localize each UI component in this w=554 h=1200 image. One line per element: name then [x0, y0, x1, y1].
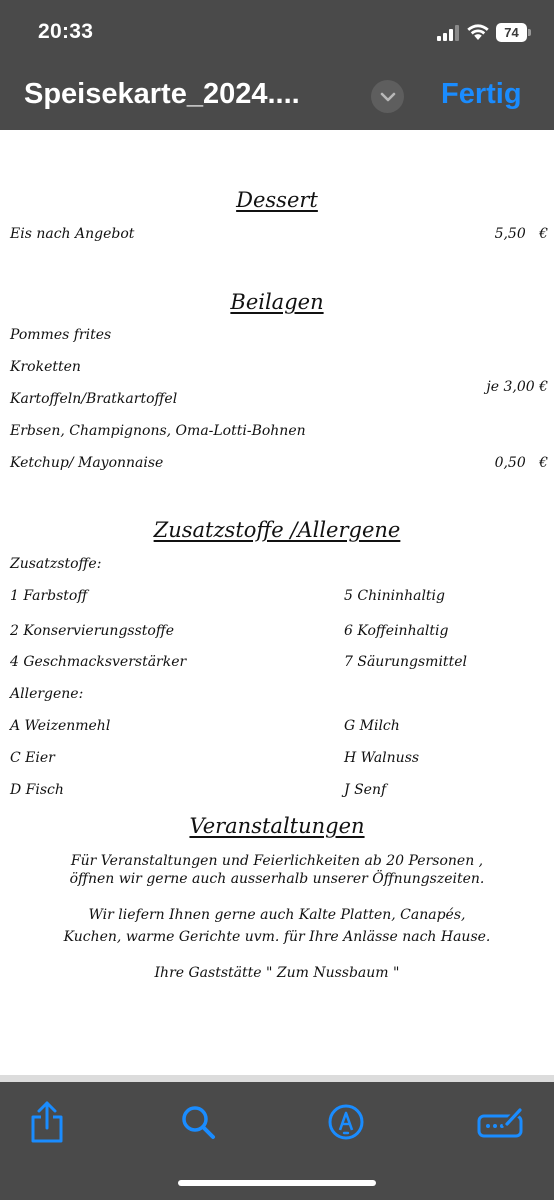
bottom-toolbar	[0, 1082, 554, 1200]
search-button[interactable]	[176, 1100, 220, 1144]
menu-item: Kartoffeln/Bratkartoffel	[10, 391, 178, 407]
additive-item: 5 Chininhaltig	[344, 588, 445, 604]
menu-price: 0,50 €	[494, 455, 548, 471]
status-time: 20:33	[38, 20, 94, 43]
allergen-item: H Walnuss	[344, 750, 420, 766]
event-text: Wir liefern Ihnen gerne auch Kalte Platten, Canapés,	[88, 907, 466, 923]
menu-item: Kroketten	[10, 359, 81, 375]
additive-item: 1 Farbstoff	[10, 588, 88, 604]
allergen-item: J Senf	[344, 782, 387, 798]
markup-icon	[327, 1103, 365, 1141]
battery-level: 74	[496, 23, 527, 42]
cellular-signal-icon	[437, 25, 459, 41]
additives-label: Zusatzstoffe:	[10, 556, 102, 572]
menu-price: je 3,00 €	[486, 379, 548, 395]
allergen-item: G Milch	[344, 718, 400, 734]
wifi-icon	[466, 23, 490, 41]
share-icon	[28, 1100, 66, 1144]
event-text: Für Veranstaltungen und Feierlichkeiten ab 20 Personen ,	[70, 853, 484, 869]
beilagen-heading: Beilagen	[230, 290, 324, 314]
share-button[interactable]	[25, 1100, 69, 1144]
menu-item: Ketchup/ Mayonnaise	[10, 455, 164, 471]
form-fill-icon	[476, 1104, 526, 1140]
allergens-label: Allergene:	[10, 686, 84, 702]
title-menu-button[interactable]	[371, 80, 404, 113]
home-indicator	[178, 1180, 376, 1186]
document-title[interactable]: Speisekarte_2024....	[24, 78, 300, 110]
document-page	[0, 130, 554, 1075]
allergen-item: A Weizenmehl	[10, 718, 111, 734]
veranstaltungen-heading: Veranstaltungen	[189, 814, 365, 838]
chevron-down-icon	[380, 92, 396, 102]
menu-item: Erbsen, Champignons, Oma-Lotti-Bohnen	[10, 423, 306, 439]
dessert-heading: Dessert	[236, 188, 318, 212]
additive-item: 7 Säurungsmittel	[344, 654, 467, 670]
form-fill-button[interactable]	[476, 1100, 526, 1144]
markup-button[interactable]	[324, 1100, 368, 1144]
event-text: öffnen wir gerne auch ausserhalb unserer Öffnungszeiten.	[69, 871, 485, 887]
event-text: Kuchen, warme Gerichte uvm. für Ihre Anlässe nach Hause.	[63, 929, 491, 945]
battery-icon	[496, 23, 532, 42]
menu-item: Eis nach Angebot	[10, 226, 135, 242]
zusatzstoffe-heading: Zusatzstoffe /Allergene	[153, 518, 401, 542]
done-button[interactable]: Fertig	[441, 78, 522, 110]
additive-item: 4 Geschmacksverstärker	[10, 654, 187, 670]
menu-item: Pommes frites	[10, 327, 112, 343]
allergen-item: C Eier	[10, 750, 55, 766]
additive-item: 2 Konservierungsstoffe	[10, 623, 175, 639]
menu-price: 5,50 €	[494, 226, 548, 242]
page-gap	[0, 1075, 554, 1082]
search-icon	[179, 1103, 217, 1141]
signature-text: Ihre Gaststätte " Zum Nussbaum "	[154, 965, 400, 981]
navigation-bar	[0, 0, 554, 130]
additive-item: 6 Koffeinhaltig	[344, 623, 449, 639]
allergen-item: D Fisch	[10, 782, 64, 798]
